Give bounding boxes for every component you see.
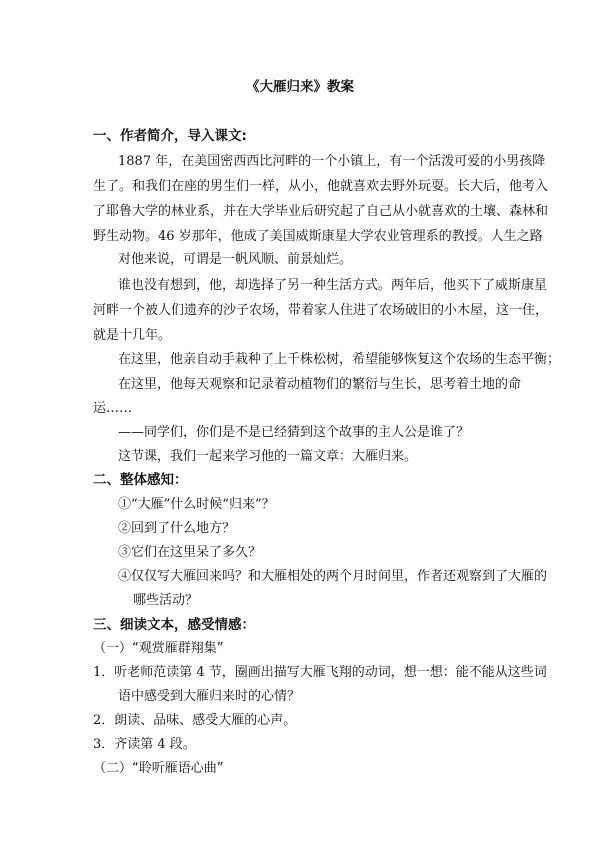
question-item: ②回到了什么地方？ bbox=[118, 521, 236, 536]
section-heading-1: 一、作者简介，导入课文: bbox=[93, 128, 247, 144]
question-item: ③它们在这里呆了多久？ bbox=[118, 545, 262, 560]
subsection-heading-1: （一）“观赏雁群翔集” bbox=[93, 641, 224, 656]
paragraph-line: 这节课，我们一起来学习他的一篇文章：大雁归来。 bbox=[118, 449, 418, 464]
paragraph-line: 在这里，他亲自动手栽种了上千株松树，希望能够恢复这个农场的生态平衡； bbox=[118, 352, 561, 367]
paragraph-line: 运…… bbox=[93, 401, 133, 416]
list-item: 3．齐读第 4 段。 bbox=[93, 737, 196, 752]
paragraph-line: 野生动物。46 岁那年，他成了美国威斯康星大学农业管理系的教授。人生之路 bbox=[93, 229, 543, 244]
question-item-continued: 哪些活动？ bbox=[133, 593, 199, 608]
list-item: 2．朗读、品味、感受大雁的心声。 bbox=[93, 713, 297, 728]
paragraph-line: 就是十几年。 bbox=[93, 328, 172, 343]
paragraph-line: 河畔一个被人们遗弃的沙子农场，带着家人住进了农场破旧的小木屋，这一住， bbox=[93, 303, 549, 318]
question-item: ①“大雁”什么时候“归来”？ bbox=[118, 497, 275, 512]
paragraph-line: 了耶鲁大学的林业系，并在大学毕业后研究起了自己从小就喜欢的土壤、森林和 bbox=[93, 204, 549, 219]
paragraph-line: 生了。和我们在座的男生们一样，从小，他就喜欢去野外玩耍。长大后，他考入 bbox=[93, 179, 549, 194]
subsection-heading-2: （二）“聆听雁语心曲” bbox=[93, 761, 224, 776]
document-title: 《大雁归来》教案 bbox=[246, 79, 354, 95]
section-heading-2: 二、整体感知： bbox=[93, 472, 188, 488]
paragraph-line: 1887 年，在美国密西西比河畔的一个小镇上，有一个活泼可爱的小男孩降 bbox=[118, 154, 546, 169]
list-item-continued: 语中感受到大雁归来时的心情？ bbox=[118, 689, 301, 704]
paragraph-line: ——同学们，你们是不是已经猜到这个故事的主人公是谁了？ bbox=[118, 425, 470, 440]
paragraph-line: 在这里，他每天观察和记录着动植物们的繁衍与生长，思考着土地的命 bbox=[118, 377, 522, 392]
section-heading-3: 三、细读文本，感受情感： bbox=[93, 617, 255, 633]
list-item: 1．听老师范读第 4 节，圈画出描写大雁飞翔的动词，想一想：能不能从这些词 bbox=[93, 665, 547, 680]
paragraph-line: 谁也没有想到，他，却选择了另一种生活方式。两年后，他买下了威斯康星 bbox=[118, 278, 548, 293]
paragraph-line: 对他来说，可谓是一帆风顺、前景灿烂。 bbox=[118, 252, 353, 267]
question-item: ④仅仅写大雁回来吗？和大雁相处的两个月时间里，作者还观察到了大雁的 bbox=[118, 569, 548, 584]
